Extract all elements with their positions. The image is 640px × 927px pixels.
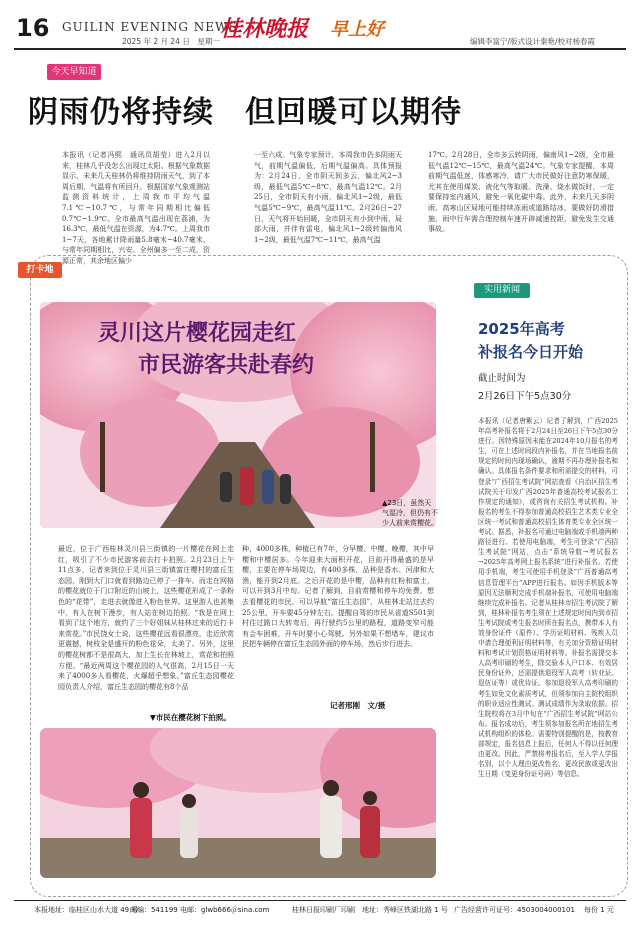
masthead: [0, 0, 640, 52]
exam-title-line-2: 补报名今日开始: [478, 343, 584, 361]
paper-name-en: GUILIN EVENING NEWS: [62, 20, 238, 34]
issue-date: 2025 年 2 月 24 日 星期一: [122, 37, 220, 46]
sakura-title-line-2: 市民游客共赴春约: [138, 353, 315, 378]
weather-col-1: 本报讯（记者冯熙 通讯员胡莹）进入2月以来，桂林几乎没怎么出现过太阳。根据气象数据显示，未来几天桂林仍将维持阴雨天气，到了本周后期，气温将有所回升。根据国家气象观测站监测资料统计，上周我市平均气温7.1℃~10.7℃，与常年同期相比偏低0.7℃~1.9℃。全市最高气温出现在荔浦，为16.3℃，最低气温在资源，为4.7℃。上周我市1~7天，各地累计降雨量5.8毫米~40.7毫米，与常年同期相比，兴安、全州偏多一至二成，资源正常，其余地区偏少: [62, 151, 210, 265]
sakura-photo-2-caption: ▼市民在樱花树下拍照。: [150, 713, 231, 722]
weather-headline: 阴雨仍将持续 但回暖可以期待: [28, 95, 462, 130]
exam-subtitle-line-1: 截止时间为: [478, 373, 526, 384]
sakura-photo-2-image: [40, 728, 436, 878]
exam-title: [478, 318, 583, 364]
editors-credit: 编辑李富宁/版式设计秦艳/校对杨春霞: [470, 37, 596, 46]
exam-subtitle-line-2: 2月26日下午5点30分: [478, 391, 572, 402]
section-name: 早上好: [330, 19, 384, 40]
footer-postcode: 邮编：541199: [130, 906, 178, 914]
sakura-byline: 记者邢刚 文/摄: [330, 701, 386, 710]
footer-email: 电邮：glwb666＠sina.com: [180, 906, 270, 914]
exam-subtitle: [478, 370, 571, 406]
page-number: 16: [16, 14, 50, 42]
sakura-title-line-1: 灵川这片樱花园走红: [98, 321, 297, 346]
footer-rule: [14, 900, 626, 901]
footer-printer: 桂林日报印刷厂印刷 地址：秀峰区铁湖北路 1 号: [292, 906, 448, 914]
sakura-photo-1-caption: ▲23日，虽然天气湿冷，但仍有不少人前来赏樱花。: [382, 499, 438, 527]
sakura-col-2: 种，4000多株，种植已有7年，分早樱、中樱、晚樱，其中早樱和中樱居多。今年迎来大面积开花，目前开得最盛的是早樱，主要在停车场周边，有400多株，品种是香水、河津和大渔，能开到2月底。之后开花的是中樱，品种有红粉和富士，可以开到3月中旬。记者了解到，目前赏樱和停车均免费。想去看樱花的市民，可以导航“富丘生态园”，从桂林北站过去约25公里，开车要45分钟左右。提醒自驾的市民从省道S501到村往过路口大转弯后，再行驶约5公里的路程，道路变窄可能有会车困难，开车时要小心驾驶。另外如果不想堵车，建议市民把车辆停在富丘生态园外面的停车场，然后步行进去。: [242, 545, 434, 649]
sakura-col-1: 最近，位于广西桂林灵川县三街镇的一片樱花在网上走红，吸引了不少市民游客前去打卡拍照。2月23日上午11点多，记者来到位于灵川县三街镇富庄樱村的富丘生态园，刚到大门口就看到路边已停了一排车。而走在网格的樱花就位于门口附近的山坡上，这些樱花形成了一条粉色的“花带”，走进去就像进入粉色世界。这里游人也甚集中，有人在树下漫步，有人站在树边拍照。“我是在网上看到了这个地方，就约了三个好姐妹从桂林过来的近打卡来赏花。”市民饶女士说，这些樱花远看很漂亮，走近欣赏更震撼，树枝全是盛开的粉色花朵，太美了。另外，这里的樱花树都不是很高大，加上生长在林坡上，赏花和拍照方便。“最近两周这个樱花园的人气很高，2月15日一天来了4000多人看樱花，火爆超乎想象。”富丘生态园樱花园负责人介绍，富丘生态园的樱花有8个品: [58, 545, 234, 691]
sakura-column-tag: 打卡地: [18, 262, 62, 278]
weather-column-tag: 今天早知道: [47, 64, 101, 80]
footer-price: 每份 1 元: [584, 906, 614, 914]
exam-title-line-1: 2025年高考: [478, 320, 565, 338]
masthead-rule: [14, 48, 626, 50]
exam-body: 本报讯（记者唐紫云）记者了解到，广西2025年高考补报名将于2月24日至26日下午5点30分进行。因特殊原因未能在2024年10月报名的考生，可在上述时间段内补报名，并在当地报名前规定的时间内现场确认，逾期不再办理补报名和确认。具体报名条件要求和所需提交的材料，可登录“广西招生考试院”网站查看《自治区招生考试院关于印发广西2025年普通高校考试报名工作规定的通知》，或咨询有关招生考试机构。补报名的考生不得参加普通高校招生艺术类专业全区统一考试和普通高校招生体育类专业全区统一考试。据悉，补报名可通过电脑端或手机端两种路径进行。若使用电脑端，考生可登录“广西招生考试院”网站，点击“系统导航→考试报名→2025年高考网上报名系统”进行补报名。若使用手机端，考生可使用手机登录“广西普通高考信息管理平台”APP进行报名。如因手机版本等原因无法顺利完成手机端补报名，可使用电脑端继续完成补报名。记者从桂林市招生考试院了解到，桂林补报名考生须在上述规定时间内到市招生考试院或考生报名时所在报名点，携带本人有效身份证件（原件）、学历证明材料、残疾人员申请合理便利证明材料等，有关加分资格证明材料和考试计划资格证明材料等。补报名需提交本人高考印刷的考生，除交验本人户口本、有效居民身份证外，还需提供退役军人高考（转业证、退伍证等）或优待证。参加退役军人高考印刷的考生如免文化素质考试，但须参加自主院校组织的职业适应性测试。测试成绩作为录取依据。招生院校将在3月中旬在“广西招生考试院”网站公布。报名成功后，考生须参加报名所在地招生考试机构组织的体检。需要特别提醒的是，按教育部规定，报名信息上报后，任何人不得以任何理由更改。因此，严禁将考报名后，至入学人学报名别，以个人理由更改性名、更改民族或更改出生日期（变更身份证号码）等信息。: [478, 417, 618, 779]
footer-ad-license: 广告经营许可证号：4503004000101: [454, 906, 575, 914]
sakura-photo-2: [40, 728, 436, 878]
exam-column-tag: 实用新闻: [474, 283, 530, 298]
weather-col-2: 一至六成。气象专家预计，本周我市仍多阴雨天气，前期气温偏低，后期气温偏高。具体预报为：2月24日，全市阴天间多云，偏北风2~3级，最低气温5℃~8℃，最高气温12℃。2月25日，全市阴天有小雨，偏北风1~2级，最低气温5℃~9℃，最高气温11℃。2月26日~27日，天气将开始回暖，全市阴天有小到中雨，局部大雨，并伴有雷电，偏北风1~2级转偏南风1~2级，最低气温7℃~11℃，最高气温: [254, 151, 402, 244]
footer-address: 本报地址：临桂区山水大道 49 号: [34, 906, 139, 914]
sakura-photo-1: [40, 302, 436, 528]
paper-logo: 桂林晚报: [220, 16, 309, 42]
weather-col-3: 17℃。2月28日，全市多云转阴雨，偏南风1~2级，全市最低气温12℃~15℃，最高气温24℃。气象专家提醒，本周前期气温低迷，体感寒冷，请广大市民做好注意防寒保暖，尤其在使用煤炭、液化气等取暖、洗澡、烧水做饭时，一定要保持室内通风，避免一氧化碳中毒。此外，未来几天多阴雨，高寒山区局地可能持续冻雨或道路结冰，要做好防滑措施，雨中行车需合理控制车速开辟减速控距，避免发生交通事故。: [428, 151, 614, 234]
